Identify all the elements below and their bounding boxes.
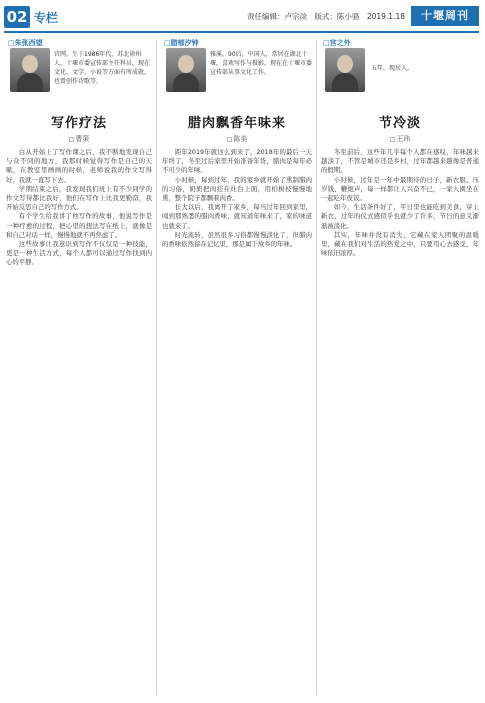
article-paragraph: 白从开始上了写作课之后，我不断地发现自己与众不同的地方，我那时候觉得写作是自己的天赋，在教室里画画的时候，老师说我的作文写得好，我就一直写下去。 — [6, 148, 152, 184]
author-photo — [10, 48, 50, 92]
masthead-logo: 十堰周刊 — [411, 6, 479, 26]
designer-credit: 版式：陈小骆 — [314, 12, 360, 21]
author-name: □宫之外 — [323, 39, 351, 47]
author-box — [6, 38, 152, 92]
author-box — [321, 38, 479, 92]
page-header — [0, 0, 485, 34]
article-paragraph: 小时候，过年是一年中最期待的日子，新衣服、压岁钱、鞭炮声，每一样都让人兴奋不已，一家人围坐在一起吃年夜饭。 — [321, 175, 479, 203]
article-body — [321, 148, 479, 258]
author-bio: 雅溪，90后，中国人，常居在湖北十堰，喜欢写作与摄影，现在在十堰市委宣传部从事文化工作。 — [210, 51, 313, 76]
article-paragraph: 这些故事让我意识到写作不仅仅是一种技能，更是一种生活方式，每个人都可以通过写作找到内心的平静。 — [6, 240, 152, 267]
article-paragraph: 有个学生给我讲了他写作的故事，他说写作是一种疗愈的过程，把心里的想法写在纸上，就像是和自己对话一样，慢慢地就不再焦虑了。 — [6, 212, 152, 239]
header-meta — [242, 11, 405, 22]
section-label: 专栏 — [34, 11, 59, 25]
author-name: □朱张西望 — [8, 39, 43, 47]
article-paragraph: 时光流转，虽然很多习俗都慢慢淡化了，但腊肉的香味依然留在记忆里，那是属于故乡的年味。 — [162, 230, 312, 249]
column-divider — [156, 40, 157, 695]
author-name: □腊郁汐钟 — [164, 39, 199, 47]
article-body — [162, 148, 312, 249]
article-paragraph: 冬至前后，这些年几乎每个人都在感叹，年味越来越淡了，不管是城市还是乡村，过年都越来越像是普通的假期。 — [321, 148, 479, 175]
article-paragraph: 长大以后，我离开了家乡，每当过年回到家里，闻到那熟悉的腊肉香味，就知道年味来了，家的味道也就来了。 — [162, 203, 312, 230]
article-byline: □ 曹策 — [6, 134, 152, 144]
article-body — [6, 148, 152, 268]
author-photo — [166, 48, 206, 92]
article-title: 腊肉飘香年味来 — [187, 116, 286, 131]
article-paragraph: 小时候，每到过年，我的家乡就开始了熏制腊肉的习俗，奶奶把肉挂在灶台上面，用柏树枝慢慢地熏，整个院子都飘着肉香。 — [162, 175, 312, 203]
column-article-2 — [162, 38, 312, 698]
header-divider — [4, 31, 479, 33]
column-article-3 — [321, 38, 479, 698]
article-byline: □ 陈美 — [162, 134, 312, 144]
article-paragraph: 距年2019年就这么到来了，2018年的最后一天年终了，冬至过后家里开始准备年货，腊肉是每年必不可少的年味。 — [162, 148, 312, 175]
article-paragraph: 如今，生活条件好了，平日里也能吃到美食，穿上新衣，过年的仪式感似乎也就少了许多，节日的意义渐渐被淡化。 — [321, 203, 479, 230]
article-byline: □ 王玮 — [321, 134, 479, 144]
article-paragraph: 学期结束之后，我发现我们班上有不少同学的作文写得都比我好，他们在写作上比我更勤奋，我开始反思自己的写作方式。 — [6, 184, 152, 212]
column-article-1 — [6, 38, 152, 698]
issue-date: 2019.1.18 — [366, 12, 405, 21]
article-title: 节冷淡 — [378, 116, 421, 131]
editor-credit: 责任编辑：卢宗淡 — [247, 12, 308, 21]
page-number: 02 — [4, 6, 30, 28]
author-bio: 五年，现居人。 — [371, 65, 414, 72]
column-divider — [316, 40, 317, 695]
author-bio: 官网，生于1986年代，苏北徐州人，十堰市委宣传部主任科员，现在文化、文学、小说等方面有所成就，也曾创作诗歌等。 — [54, 51, 151, 85]
article-title: 写作疗法 — [50, 116, 107, 131]
article-paragraph: 其实，年味并没有消失，它藏在家人团聚的温暖里，藏在我们对生活的热爱之中，只要用心去感受，年味依旧浓厚。 — [321, 230, 479, 258]
author-photo — [325, 48, 365, 92]
author-box — [162, 38, 312, 92]
